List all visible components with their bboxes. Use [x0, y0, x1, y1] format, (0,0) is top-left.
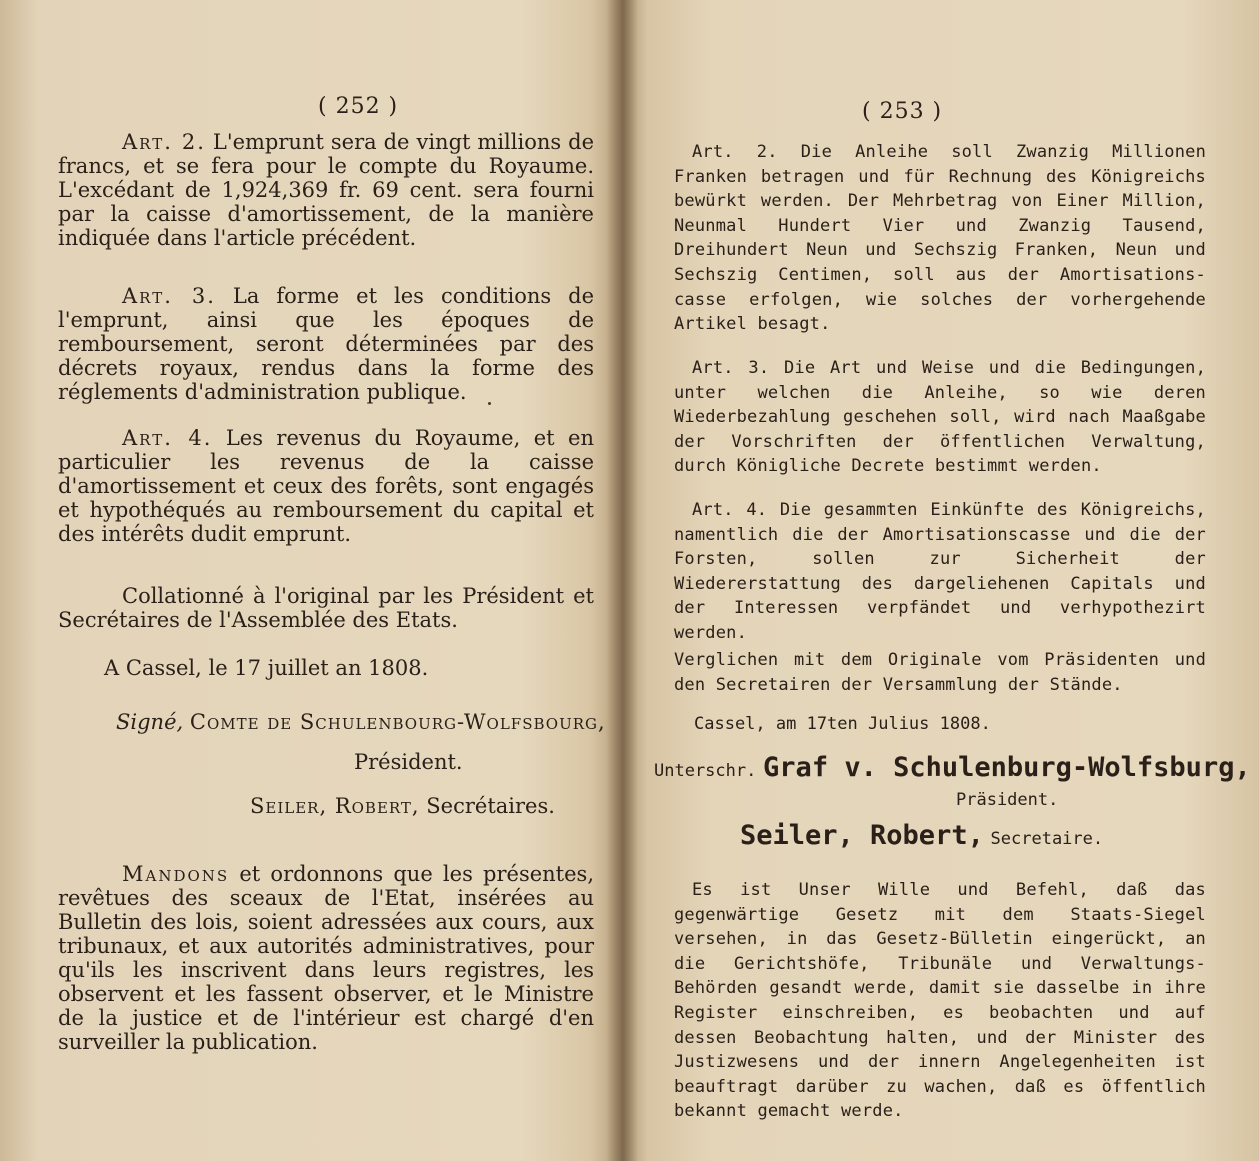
article-2-fr [58, 130, 594, 250]
collation-fr: Collationné à l'original par les Président et Secrétaires de l'Assemblée des Etats. [58, 584, 594, 632]
decree-paragraph-de: Es ist Unser Wille und Befehl, daß das gegenwärtige Gesetz mit dem Staats-Siegel versehen, in das Gesetz-Bülletin eingerückt, an die Gerichtshöfe, Tribunäle und Verwaltungs-Behörden gesandt werde, damit sie dasselbe in ihre Register einschreiben, es beobachten und auf dessen Beobachtung halten, und der Minister des Justizwesens und der innern Angelegenheiten ist beauftragt darüber zu wachen, daß es öffentlich bekannt gemacht werde. [674, 880, 1206, 1122]
signe-label: Unterschr. [654, 761, 757, 781]
article-text: Die Anleihe soll Zwanzig Millionen Franken betragen und für Rechnung des Königreichs bewürkt werden. Der Mehrbetrag von Einer Million, Neunmal Hundert Vier und Zwanzig Tausend, Dreihundert Neun und Sechszig Franken, Neun und Sechszig Centimen, soll aus der Amortisations-casse erfolgen, wie solches der vorhergehende Artikel besagt. [674, 142, 1206, 335]
right-page [622, 0, 1259, 1161]
signe-label: Signé, [116, 710, 184, 734]
page-number-right: ( 253 ) [862, 99, 943, 124]
place-date-de: Cassel, am 17ten Julius 1808. [694, 714, 991, 734]
ink-speck [488, 402, 491, 405]
article-label: Art. 3. [692, 358, 770, 378]
secretaries-fr [250, 794, 555, 818]
mandons-lead: Mandons [122, 862, 230, 886]
article-4-fr [58, 426, 594, 546]
article-label: Art. 4. [692, 500, 768, 520]
secretaries-de [740, 820, 1103, 851]
signature-line-fr [116, 710, 606, 734]
collation-de: Verglichen mit dem Originale vom Präsidenten und den Secretairen der Versammlung der Stände. [674, 650, 1206, 695]
left-page [0, 0, 622, 1161]
article-3-fr [58, 284, 594, 404]
mandons-text: et ordonnons que les présentes, revêtues des sceaux de l'Etat, insérées au Bulletin des lois, soient adressées aux cours, aux tribunaux, et aux autorités administratives, pour qu'ils les inscrivent dans leurs registres, les observent et les fassent observer, et le Ministre de la justice et de l'intérieur est chargé d'en surveiller la publication. [58, 862, 594, 1054]
page-number-left: ( 252 ) [318, 94, 399, 119]
book-gutter [606, 0, 638, 1161]
secretaries-title: Secrétaires. [426, 794, 555, 818]
article-2-de [674, 140, 1206, 337]
article-label: Art. 4. [122, 426, 213, 450]
article-label: Art. 3. [122, 284, 216, 308]
mandons-paragraph [58, 862, 594, 1054]
article-3-de [674, 356, 1206, 479]
secretaries-names: Seiler, Robert, [250, 794, 420, 818]
article-label: Art. 2. [692, 142, 778, 162]
article-text: L'emprunt sera de vingt millions de francs, et se fera pour le compte du Royaume. L'excédant de 1,924,369 fr. 69 cent. sera fourni par la caisse d'amortissement, de la manière indiquée dans l'article précédent. [58, 130, 594, 250]
article-4-de [674, 498, 1206, 646]
president-title-fr: Président. [354, 750, 463, 774]
article-text: Die Art und Weise und die Bedingungen, unter welchen die Anleihe, so wie deren Wiederbezahlung geschehen soll, wird nach Maaßgabe der Vorschriften der öffentlichen Verwaltung, durch Königliche Decrete bestimmt werden. [674, 358, 1206, 477]
secretaries-title: Secretaire. [990, 829, 1104, 849]
secretaries-names: Seiler, Robert, [740, 820, 984, 851]
signature-line-de [654, 752, 1251, 783]
article-text: La forme et les conditions de l'emprunt, ainsi que les époques de remboursement, seront déterminées par des décrets royaux, rendus dans la forme des réglements d'administration publique. [58, 284, 595, 404]
place-date-fr: A Cassel, le 17 juillet an 1808. [104, 656, 429, 680]
signatory-name: Comte de Schulenbourg-Wolfsbourg, [189, 710, 606, 734]
signatory-name: Graf v. Schulenburg-Wolfsburg, [763, 752, 1251, 783]
president-title-de: Präsident. [956, 790, 1059, 810]
article-label: Art. 2. [122, 130, 206, 154]
article-text: Les revenus du Royaume, et en particulier les revenus de la caisse d'amortissement et ceux des forêts, sont engagés et hypothéqués au remboursement du capital et des intérêts dudit emprunt. [58, 426, 594, 546]
article-text: Die gesammten Einkünfte des Königreichs, namentlich die der Amortisationscasse und die der Forsten, sollen zur Sicherheit der Wiedererstattung des dargeliehenen Capitals und der Interessen verpfändet und verhypothezirt werden. [674, 500, 1206, 643]
